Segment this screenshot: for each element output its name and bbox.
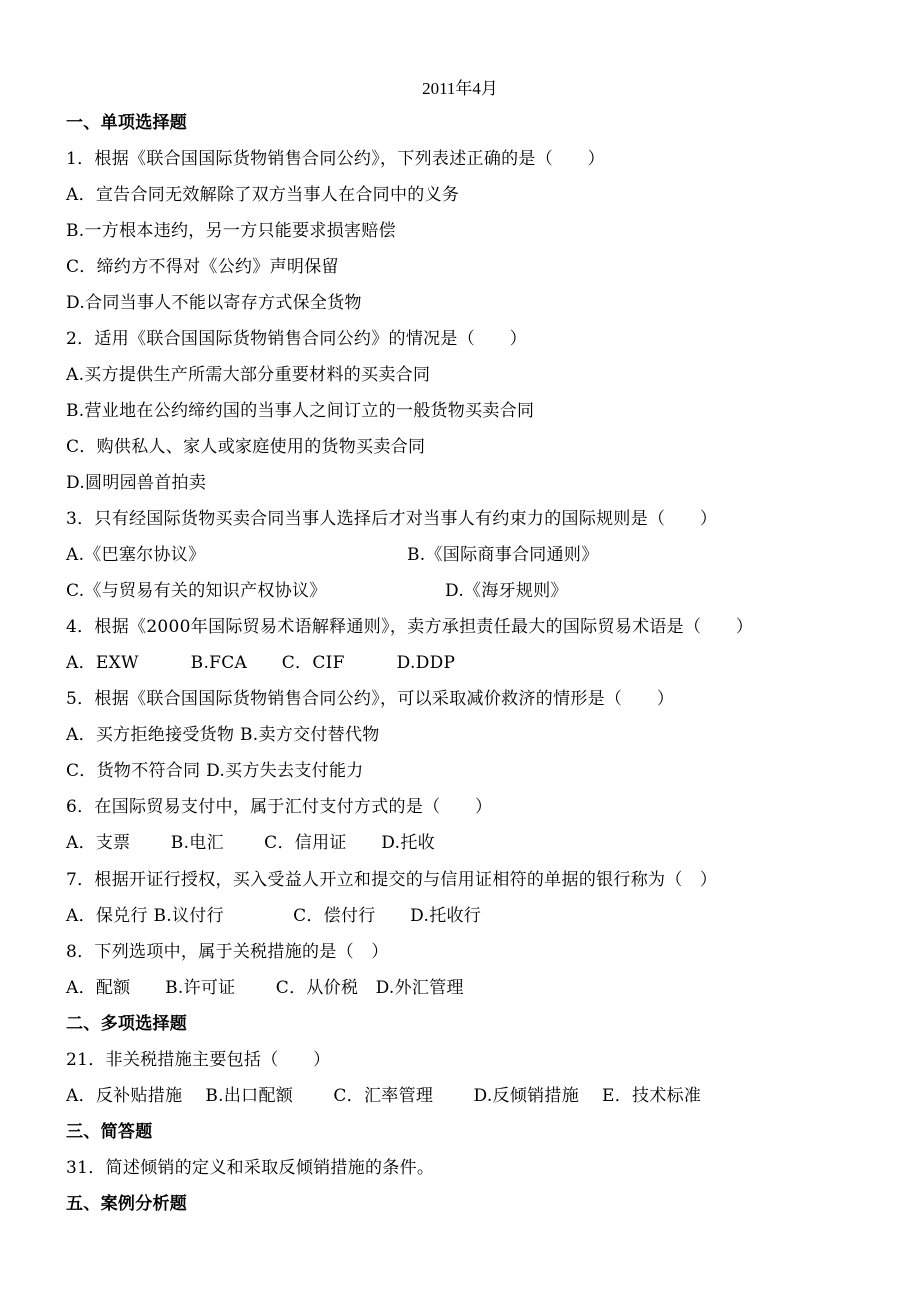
question-7-stem: 7．根据开证行授权，买入受益人开立和提交的与信用证相符的单据的银行称为（ ） — [66, 870, 718, 890]
question-4-options: A．EXW B.FCA C．CIF D.DDP — [66, 653, 456, 673]
question-8-options: A．配额 B.许可证 C．从价税 D.外汇管理 — [66, 978, 464, 998]
section-heading-case-analysis: 五、案例分析题 — [66, 1194, 188, 1214]
question-6-options: A．支票 B.电汇 C．信用证 D.托收 — [66, 833, 435, 853]
question-21-options: A．反补贴措施 B.出口配额 C．汇率管理 D.反倾销措施 E．技术标准 — [66, 1086, 702, 1106]
question-1-option-a: A．宣告合同无效解除了双方当事人在合同中的义务 — [66, 185, 460, 205]
question-2-option-b: B.营业地在公约缔约国的当事人之间订立的一般货物买卖合同 — [66, 401, 535, 421]
question-3-option-a: A.《巴塞尔协议》 — [66, 545, 206, 565]
question-3-option-d: D.《海牙规则》 — [445, 581, 568, 601]
question-1-option-b: B.一方根本违约，另一方只能要求损害赔偿 — [66, 221, 396, 241]
question-3-option-c: C.《与贸易有关的知识产权协议》 — [66, 581, 327, 601]
question-1-stem: 1．根据《联合国国际货物销售合同公约》，下列表述正确的是（ ） — [66, 149, 605, 169]
question-3-option-b: B.《国际商事合同通则》 — [407, 545, 599, 565]
question-2-option-d: D.圆明园兽首拍卖 — [66, 473, 207, 493]
section-heading-short-answer: 三、简答题 — [66, 1122, 153, 1142]
question-1-option-d: D.合同当事人不能以寄存方式保全货物 — [66, 293, 362, 313]
question-7-options: A．保兑行 B.议付行 C．偿付行 D.托收行 — [66, 906, 482, 926]
question-1-option-c: C．缔约方不得对《公约》声明保留 — [66, 257, 339, 277]
page-title: 2011年4月 — [422, 79, 498, 98]
question-5-options-cd: C．货物不符合同 D.买方失去支付能力 — [66, 761, 364, 781]
question-8-stem: 8．下列选项中，属于关税措施的是（ ） — [66, 942, 389, 962]
question-4-stem: 4．根据《2000年国际贸易术语解释通则》，卖方承担责任最大的国际贸易术语是（ ） — [66, 617, 754, 637]
section-heading-multiple-choice: 二、多项选择题 — [66, 1014, 188, 1034]
section-heading-single-choice: 一、单项选择题 — [66, 113, 188, 133]
question-3-stem: 3．只有经国际货物买卖合同当事人选择后才对当事人有约束力的国际规则是（ ） — [66, 509, 718, 529]
question-2-option-a: A.买方提供生产所需大部分重要材料的买卖合同 — [66, 365, 431, 385]
question-31-stem: 31．简述倾销的定义和采取反倾销措施的条件。 — [66, 1158, 435, 1178]
question-5-options-ab: A．买方拒绝接受货物 B.卖方交付替代物 — [66, 725, 380, 745]
question-5-stem: 5．根据《联合国国际货物销售合同公约》，可以采取减价救济的情形是（ ） — [66, 689, 675, 709]
question-21-stem: 21．非关税措施主要包括（ ） — [66, 1050, 331, 1070]
question-6-stem: 6．在国际贸易支付中，属于汇付支付方式的是（ ） — [66, 797, 493, 817]
question-2-stem: 2．适用《联合国国际货物销售合同公约》的情况是（ ） — [66, 329, 527, 349]
question-2-option-c: C．购供私人、家人或家庭使用的货物买卖合同 — [66, 437, 426, 457]
